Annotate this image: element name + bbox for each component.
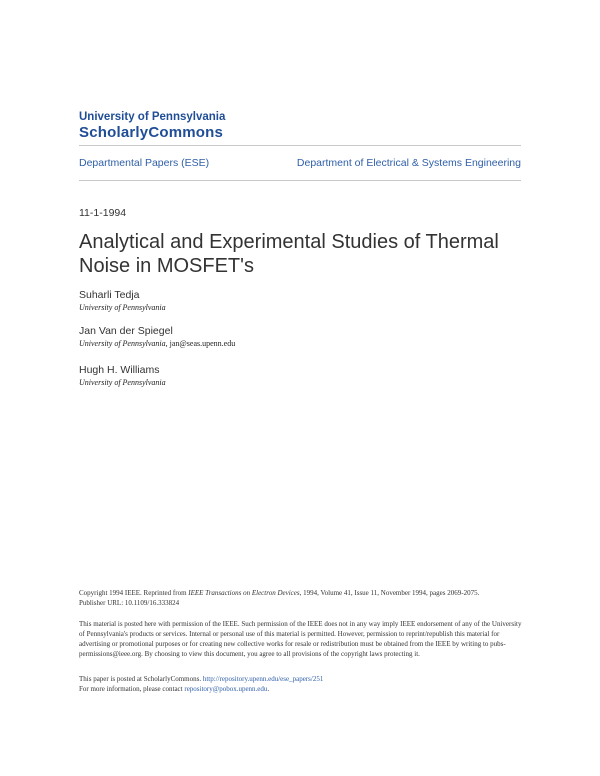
author-affiliation: University of Pennsylvania [79,303,166,312]
author-block [79,289,166,313]
author-name: Jan Van der Spiegel [79,325,173,337]
university-name[interactable]: University of Pennsylvania [79,111,226,123]
affiliation-separator: , [165,339,170,348]
author-affiliation: University of Pennsylvania [79,378,166,387]
contact-prefix: For more information, please contact [79,685,185,693]
author-name: Suharli Tedja [79,289,140,301]
publication-date: 11-1-1994 [79,207,127,219]
author-name: Hugh H. Williams [79,364,160,376]
journal-name: IEEE Transactions on Electron Devices [188,589,300,597]
contact-link[interactable]: repository@pobox.upenn.edu [184,685,268,693]
breadcrumb [79,157,521,173]
department-link[interactable]: Department of Electrical & Systems Engineering [296,157,521,169]
posted-link[interactable]: http://repository.upenn.edu/ese_papers/251 [202,675,324,683]
divider-bottom [79,180,521,181]
permission-notice: This material is posted here with permission of the IEEE. Such permission of the IEEE does not in any way imply IEEE endorsement of any of the University of Pennsylvania's products or services. Internal or personal use of this material is permitted. However, permission to reprint/republish this material for advertising or promotional purposes or for creating new collective works for resale or redistribution must be obtained from the IEEE by writing to pubs-permissions@ieee.org. By choosing to view this document, you agree to all provisions of the copyright laws protecting it. [79,620,522,658]
copyright-suffix: , 1994, Volume 41, Issue 11, November 1994, pages 2069-2075. [299,589,480,597]
repository-brand[interactable] [79,110,225,142]
contact-suffix: . [267,685,270,693]
author-affiliation: University of Pennsylvania [79,339,166,348]
posted-prefix: This paper is posted at ScholarlyCommons. [79,675,203,683]
series-link[interactable]: Departmental Papers (ESE) [79,157,210,169]
author-block [79,325,235,349]
posting-notice [79,674,524,694]
divider-top [79,145,521,146]
author-block [79,364,166,388]
author-email[interactable]: jan@seas.upenn.edu [169,339,236,348]
paper-title: Analytical and Experimental Studies of Thermal Noise in MOSFET's [79,231,499,277]
author-affiliation-line [79,338,235,349]
publisher-url: Publisher URL: 10.1109/16.333824 [79,599,180,607]
repository-name[interactable]: ScholarlyCommons [79,124,224,141]
copyright-prefix: Copyright 1994 IEEE. Reprinted from [79,589,189,597]
copyright-notice [79,588,524,608]
